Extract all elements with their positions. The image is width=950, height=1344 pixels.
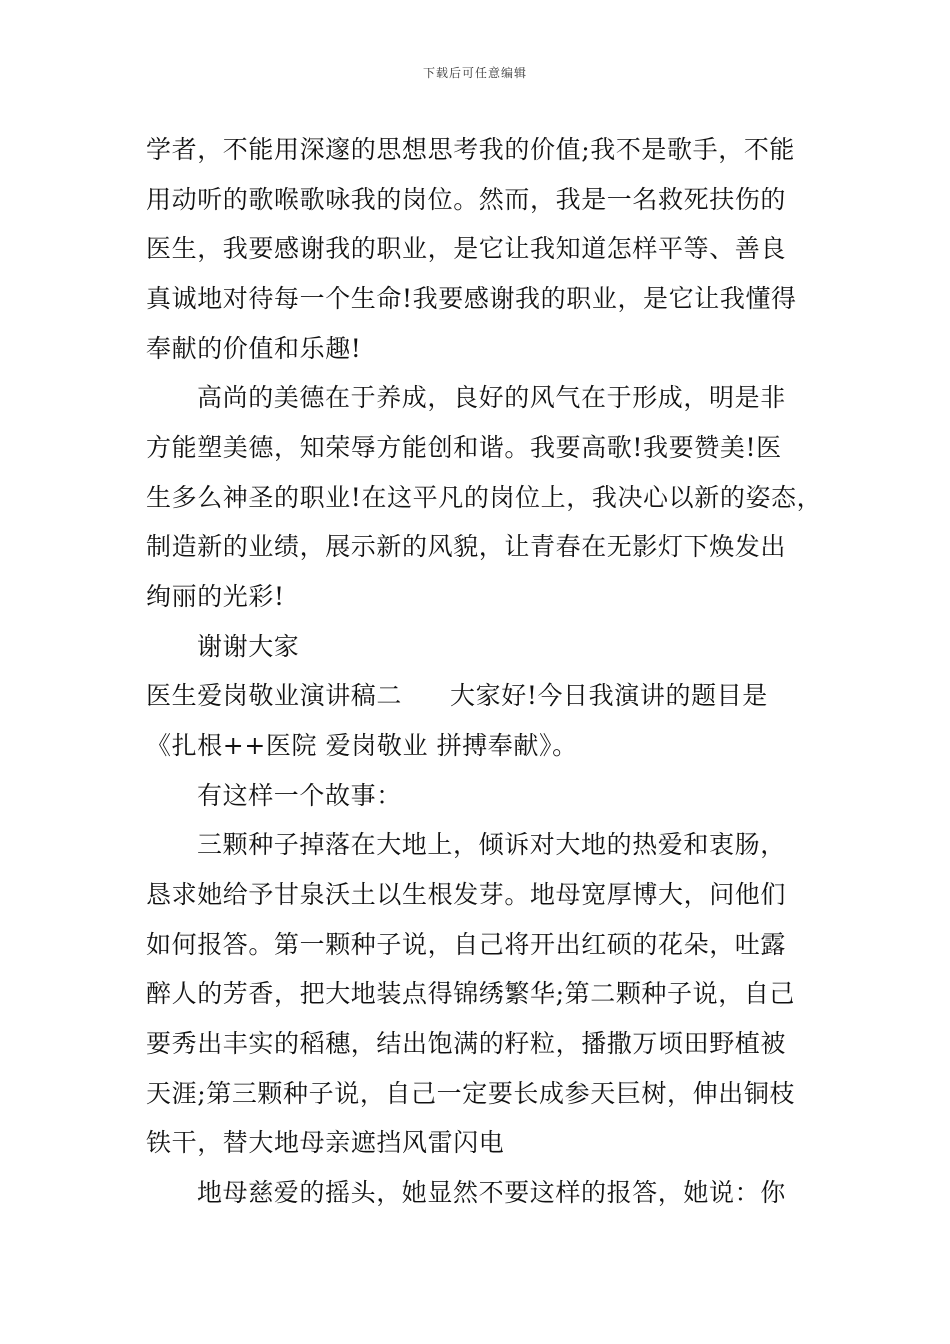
text-line: 用动听的歌喉歌咏我的岗位。然而，我是一名救死扶伤的 — [146, 185, 787, 214]
text-line: 奉献的价值和乐趣! — [146, 334, 362, 363]
text-line: 医生，我要感谢我的职业，是它让我知道怎样平等、善良 — [146, 234, 787, 263]
text-line: 有这样一个故事： — [197, 781, 402, 810]
text-line: 生多么神圣的职业!在这平凡的岗位上，我决心以新的姿态， — [146, 483, 823, 512]
text-line: 要秀出丰实的稻穗，结出饱满的籽粒，播撒万顷田野植被 — [146, 1029, 787, 1058]
text-line: 地母慈爱的摇头，她显然不要这样的报答，她说：你 — [197, 1178, 786, 1207]
text-line: 谢谢大家 — [197, 632, 300, 661]
text-line: 真诚地对待每一个生命!我要感谢我的职业，是它让我懂得 — [146, 284, 797, 313]
speech-title-line — [146, 680, 768, 712]
text-line: 制造新的业绩，展示新的风貌，让青春在无影灯下焕发出 — [146, 532, 787, 561]
text-line: 如何报答。第一颗种子说，自己将开出红硕的花朵，吐露 — [146, 930, 787, 959]
text-line: 恳求她给予甘泉沃土以生根发芽。地母宽厚博大，问他们 — [146, 880, 787, 909]
text-line: 绚丽的光彩! — [146, 582, 285, 611]
page-header: 下载后可任意编辑 — [422, 66, 527, 80]
text-line: 学者，不能用深邃的思想思考我的价值;我不是歌手，不能 — [146, 135, 796, 164]
text-line: 醉人的芳香，把大地装点得锦绣繁华;第二颗种子说，自己 — [146, 979, 796, 1008]
text-line: 方能塑美德，知荣辱方能创和谐。我要高歌!我要赞美!医 — [146, 433, 782, 462]
speech-opening: 大家好!今日我演讲的题目是 — [450, 681, 768, 710]
text-line: 《扎根++医院 爱岗敬业 拼搏奉献》。 — [146, 731, 578, 760]
text-line: 天涯;第三颗种子说，自己一定要长成参天巨树，伸出铜枝 — [146, 1079, 796, 1108]
text-line: 高尚的美德在于养成，良好的风气在于形成，明是非 — [197, 383, 786, 412]
text-line: 铁干，替大地母亲遮挡风雷闪电 — [146, 1128, 505, 1157]
speech-title: 医生爱岗敬业演讲稿二 — [146, 681, 403, 710]
text-line: 三颗种子掉落在大地上，倾诉对大地的热爱和衷肠， — [197, 830, 786, 859]
